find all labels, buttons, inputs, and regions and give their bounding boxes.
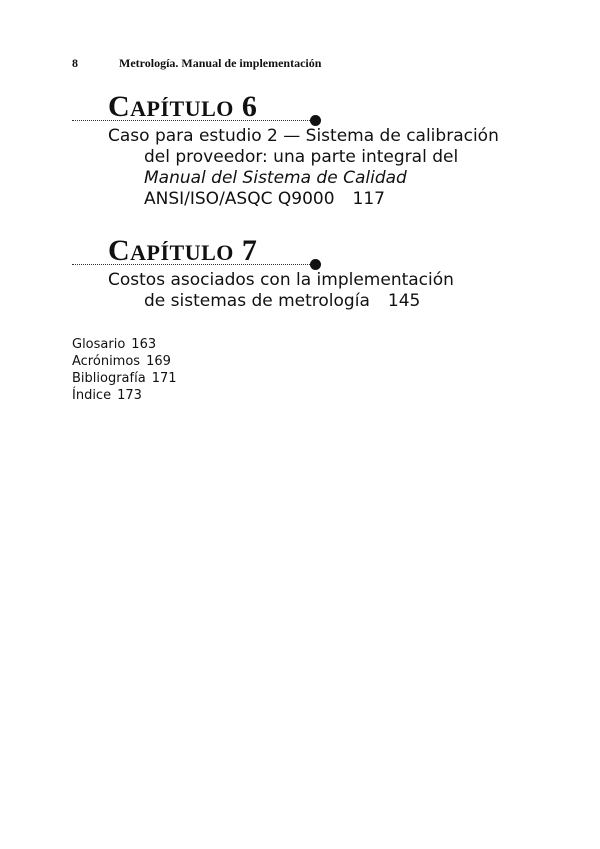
chapter-7-section	[72, 236, 532, 312]
dotted-rule	[72, 120, 316, 121]
back-matter-item[interactable]: Acrónimos 169	[72, 354, 171, 369]
chapter-6-title: CAPÍTULO 6	[108, 90, 258, 123]
running-header	[72, 56, 321, 71]
entry-line: de sistemas de metrología 145	[144, 291, 421, 311]
chapter-6-entry[interactable]	[108, 126, 532, 210]
entry-line-italic: Manual del Sistema de Calidad	[144, 168, 407, 188]
page-number: 8	[72, 56, 78, 70]
entry-line: ANSI/ISO/ASQC Q9000 117	[144, 189, 385, 209]
back-matter-list	[72, 336, 177, 404]
back-matter-item[interactable]: Índice 173	[72, 388, 142, 403]
entry-line: Caso para estudio 2 — Sistema de calibración	[108, 126, 499, 146]
bullet-dot-icon	[310, 115, 321, 126]
chapter-7-number: 7	[241, 234, 258, 267]
dotted-rule	[72, 264, 316, 265]
back-matter-item[interactable]: Bibliografía 171	[72, 371, 177, 386]
entry-line: del proveedor: una parte integral del	[144, 147, 459, 167]
chapter-7-entry[interactable]	[108, 270, 532, 312]
chapter-6-section	[72, 92, 532, 210]
chapter-7-heading	[72, 236, 532, 270]
entry-line: Costos asociados con la implementación	[108, 270, 454, 290]
chapter-6-heading	[72, 92, 532, 126]
back-matter-item[interactable]: Glosario 163	[72, 337, 157, 352]
chapter-6-number: 6	[241, 90, 258, 123]
bullet-dot-icon	[310, 259, 321, 270]
chapter-7-title: CAPÍTULO 7	[108, 234, 258, 267]
entry-page-number: 117	[352, 189, 385, 209]
entry-page-number: 145	[387, 291, 421, 311]
running-title: Metrología. Manual de implementación	[119, 56, 322, 70]
